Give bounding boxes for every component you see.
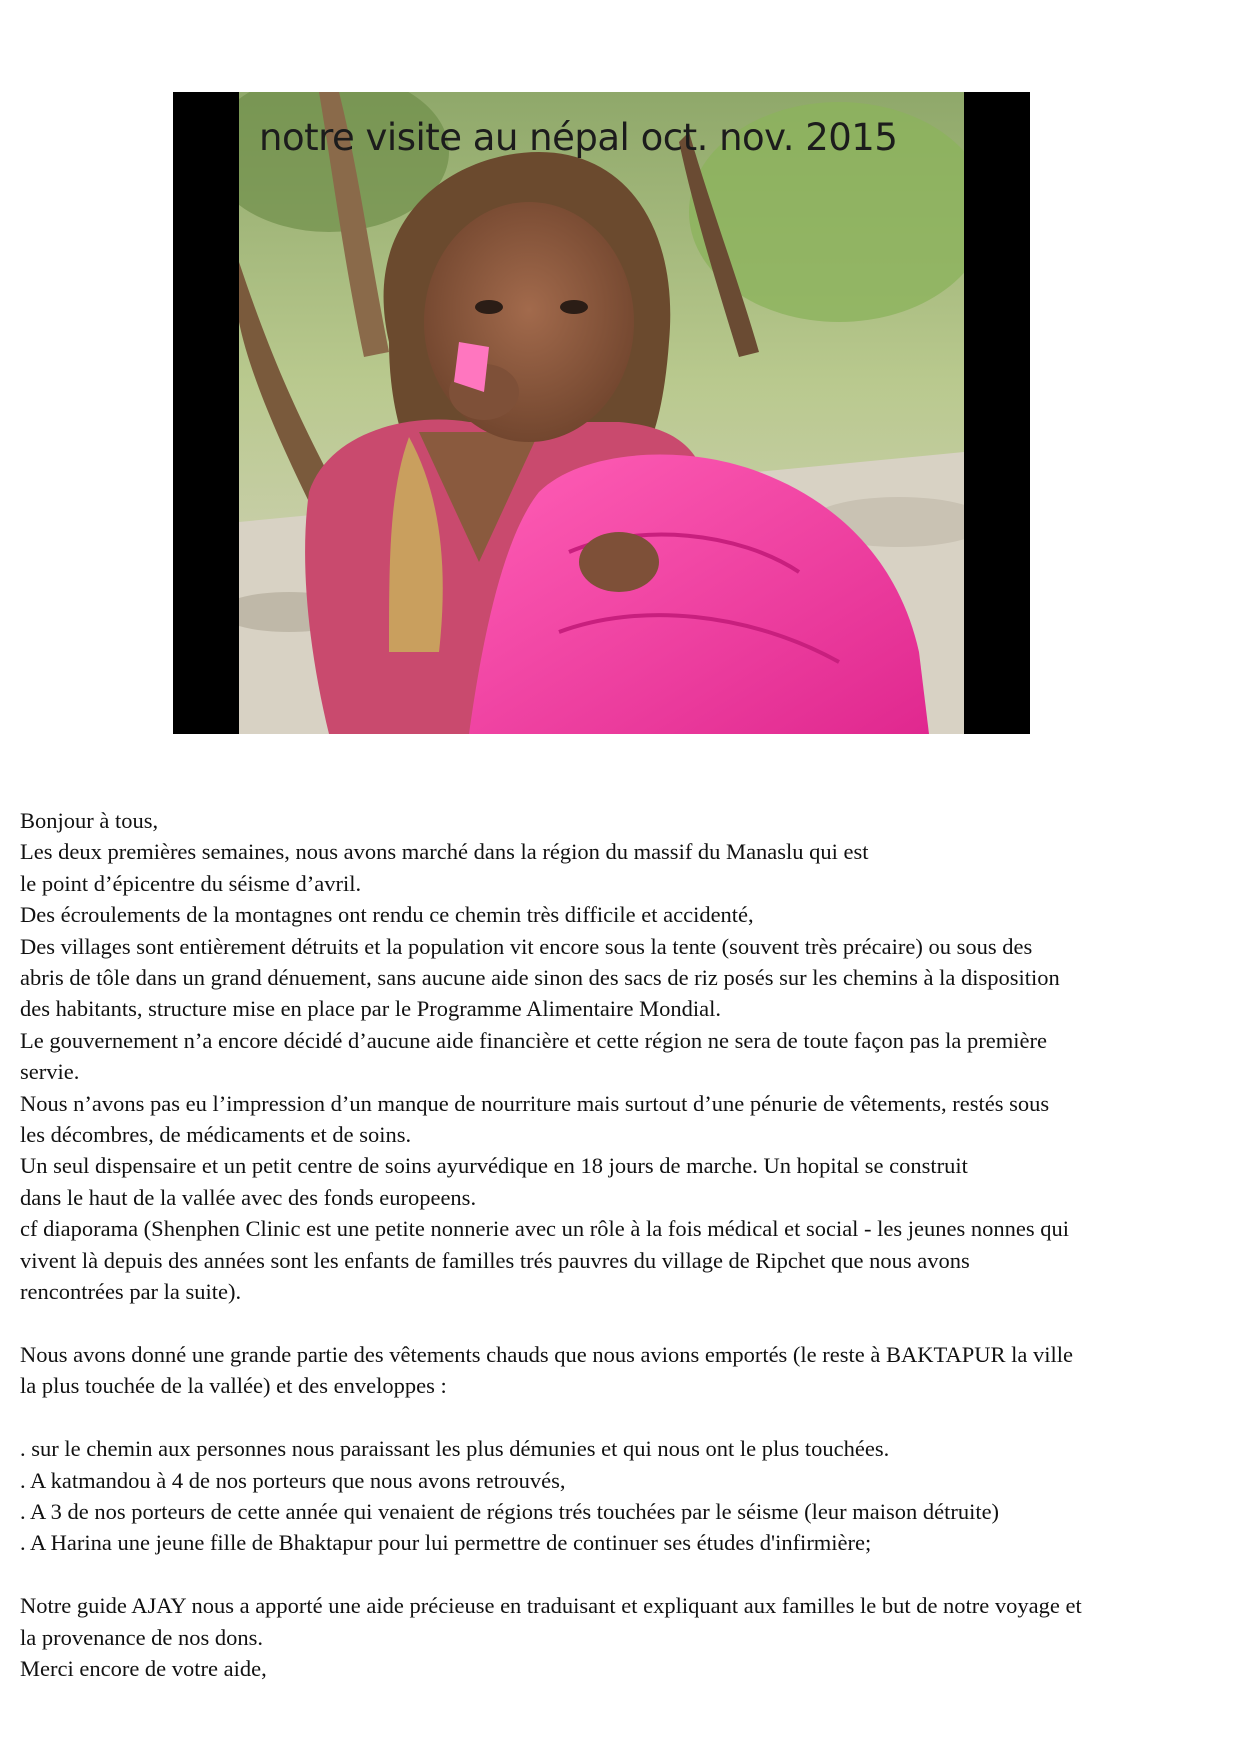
- letter-line: Des villages sont entièrement détruits et la population vit encore sous la tente (souvent très précaire) ou sous des: [20, 933, 1033, 959]
- paragraph-gap: [20, 1308, 1220, 1339]
- letter-line: des habitants, structure mise en place par le Programme Alimentaire Mondial.: [20, 996, 722, 1022]
- letter-line: Notre guide AJAY nous a apporté une aide précieuse en traduisant et expliquant aux familles le but de notre voyage et: [20, 1593, 1082, 1619]
- letter-line: vivent là depuis des années sont les enfants de familles trés pauvres du village de Ripchet que nous avons: [20, 1247, 970, 1273]
- letter-line: la provenance de nos dons.: [20, 1624, 264, 1650]
- letter-line: le point d’épicentre du séisme d’avril.: [20, 870, 362, 896]
- letter-line: cf diaporama (Shenphen Clinic est une petite nonnerie avec un rôle à la fois médical et social - les jeunes nonnes qui: [20, 1216, 1070, 1242]
- letter-line: Un seul dispensaire et un petit centre de soins ayurvédique en 18 jours de marche. Un hopital se construit: [20, 1153, 968, 1179]
- letter-line: servie.: [20, 1059, 80, 1085]
- letter-line: . sur le chemin aux personnes nous paraissant les plus démunies et qui nous ont le plus touchées.: [20, 1436, 890, 1462]
- letter-line: Bonjour à tous,: [20, 808, 159, 833]
- letter-line: dans le haut de la vallée avec des fonds europeens.: [20, 1184, 477, 1210]
- letter-line: Nous avons donné une grande partie des vêtements chauds que nous avions emportés (le reste à BAKTAPUR la ville: [20, 1341, 1073, 1367]
- letter-line: . A katmandou à 4 de nos porteurs que nous avons retrouvés,: [20, 1467, 566, 1493]
- letter-line: rencontrées par la suite).: [20, 1279, 242, 1305]
- photo-girl-with-pink-jacket: [239, 92, 964, 734]
- letter-line: . A Harina une jeune fille de Bhaktapur pour lui permettre de continuer ses études d'infirmière;: [20, 1530, 872, 1556]
- letter-line: abris de tôle dans un grand dénuement, sans aucune aide sinon des sacs de riz posés sur les chemins à la disposition: [20, 965, 1060, 991]
- photo-frame: [173, 92, 1030, 734]
- letter-line: Les deux premières semaines, nous avons marché dans la région du massif du Manaslu qui est: [20, 839, 869, 865]
- letter-line: les décombres, de médicaments et de soins.: [20, 1122, 412, 1148]
- letter-line: la plus touchée de la vallée) et des enveloppes :: [20, 1373, 447, 1399]
- letter-line: Merci encore de votre aide,: [20, 1655, 267, 1681]
- photo-caption: notre visite au népal oct. nov. 2015: [259, 116, 898, 159]
- letter-line: Des écroulements de la montagnes ont rendu ce chemin très difficile et accidenté,: [20, 902, 754, 928]
- paragraph-gap: [20, 1402, 1220, 1433]
- letter-body: [20, 805, 1220, 1684]
- letter-line: Le gouvernement n’a encore décidé d’aucune aide financière et cette région ne sera de toute façon pas la première: [20, 1027, 1047, 1053]
- letter-line: . A 3 de nos porteurs de cette année qui venaient de régions trés touchées par le séisme (leur maison détruite): [20, 1498, 1000, 1524]
- photo-illustration: [239, 92, 964, 734]
- letter-line: Nous n’avons pas eu l’impression d’un manque de nourriture mais surtout d’une pénurie de vêtements, restés sous: [20, 1090, 1050, 1116]
- paragraph-gap: [20, 1559, 1220, 1590]
